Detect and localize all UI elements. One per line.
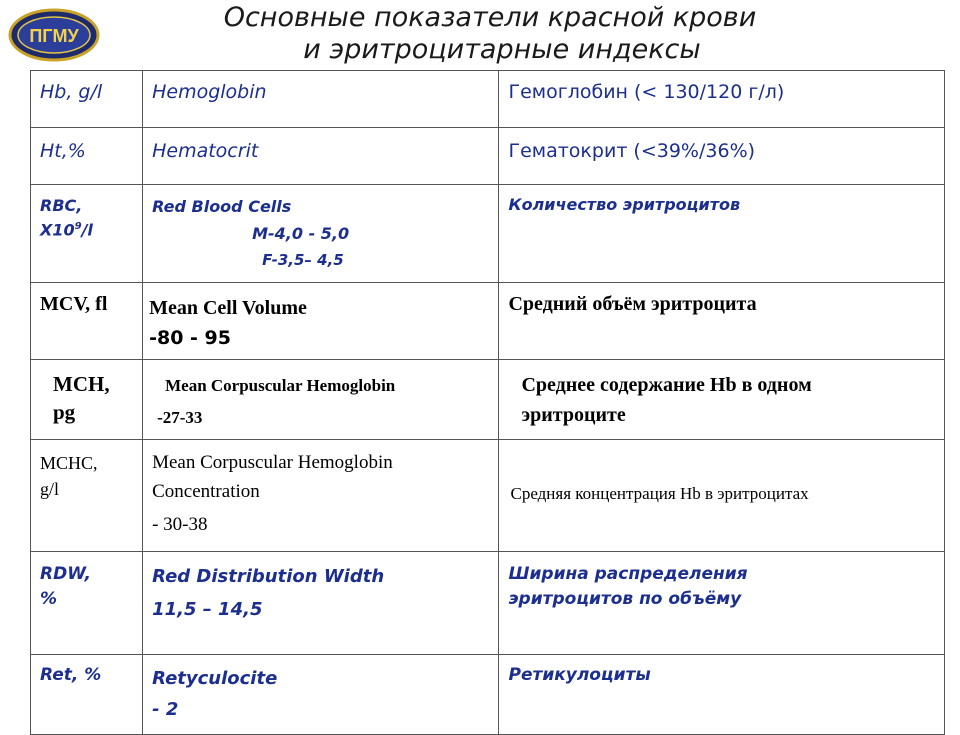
name-rdw: Red Distribution Width	[152, 566, 385, 587]
name-mcv: Mean Cell Volume	[149, 297, 307, 319]
desc-mch-line1: Среднее содержание Hb в одном	[521, 374, 812, 396]
desc-rdw-line2: эритроцитов по объёму	[508, 589, 742, 609]
table-row-mchc	[31, 440, 945, 552]
norm-mch: -27-33	[157, 408, 203, 427]
norm-mchc: - 30-38	[152, 514, 208, 535]
norm-rdw: 11,5 – 14,5	[152, 599, 263, 620]
desc-ret: Ретикулоциты	[508, 665, 651, 685]
desc-mch-line2: эритроците	[521, 404, 626, 426]
abbr-mch-line2: pg	[53, 400, 76, 424]
name-mch: Mean Corpuscular Hemoglobin	[165, 376, 396, 395]
table-row-rdw	[31, 552, 945, 655]
name-ret: Retyculocite	[152, 668, 278, 689]
abbr-rbc-line2: $X10^9/l$	[40, 220, 93, 240]
table-row-ret	[31, 655, 945, 735]
abbr-rdw-line2: %	[40, 589, 58, 609]
desc-hb: Гемоглобин (< 130/120 г/л)	[508, 81, 785, 103]
abbr-ht: Ht,%	[40, 140, 86, 162]
title-line-2: и эритроцитарные индексы	[303, 34, 701, 65]
table-row-mch	[31, 360, 945, 440]
norm-rbc-male: M-4,0 - 5,0	[252, 224, 350, 243]
name-rbc: Red Blood Cells	[152, 197, 292, 216]
table-row-mcv	[31, 283, 945, 360]
desc-mcv: Средний объём эритроцита	[508, 293, 757, 315]
abbr-mchc-line2: g/l	[40, 479, 60, 499]
name-mchc-line2: Concentration	[152, 481, 260, 502]
university-logo	[8, 8, 100, 62]
name-hb: Hemoglobin	[152, 81, 267, 103]
blood-indices-table	[30, 70, 945, 735]
table-row-rbc	[31, 185, 945, 283]
desc-rbc: Количество эритроцитов	[508, 195, 741, 214]
desc-ht: Гематокрит (<39%/36%)	[508, 140, 756, 162]
name-ht: Hematocrit	[152, 140, 259, 162]
page-title	[120, 0, 860, 66]
abbr-rbc-line1: RBC,	[40, 196, 83, 215]
norm-ret: - 2	[152, 699, 179, 720]
abbr-hb: Hb, g/l	[40, 81, 103, 103]
title-line-1: Основные показатели красной крови	[223, 2, 757, 33]
abbr-mch-line1: MCH,	[53, 372, 110, 396]
name-mchc-line1: Mean Corpuscular Hemoglobin	[152, 452, 393, 473]
abbr-mchc-line1: MCHC,	[40, 453, 98, 473]
logo-text: ПГМУ	[29, 26, 79, 46]
desc-mchc: Средняя концентрация Hb в эритроцитах	[510, 483, 809, 503]
desc-rdw-line1: Ширина распределения	[508, 564, 748, 584]
table-row-ht	[31, 128, 945, 185]
norm-mcv: -80 - 95	[149, 327, 231, 349]
norm-rbc-female: F-3,5– 4,5	[262, 251, 344, 269]
abbr-rdw-line1: RDW,	[40, 564, 91, 584]
abbr-mcv: MCV, fl	[40, 293, 108, 315]
table-row-hb	[31, 71, 945, 128]
abbr-ret: Ret, %	[40, 665, 102, 685]
